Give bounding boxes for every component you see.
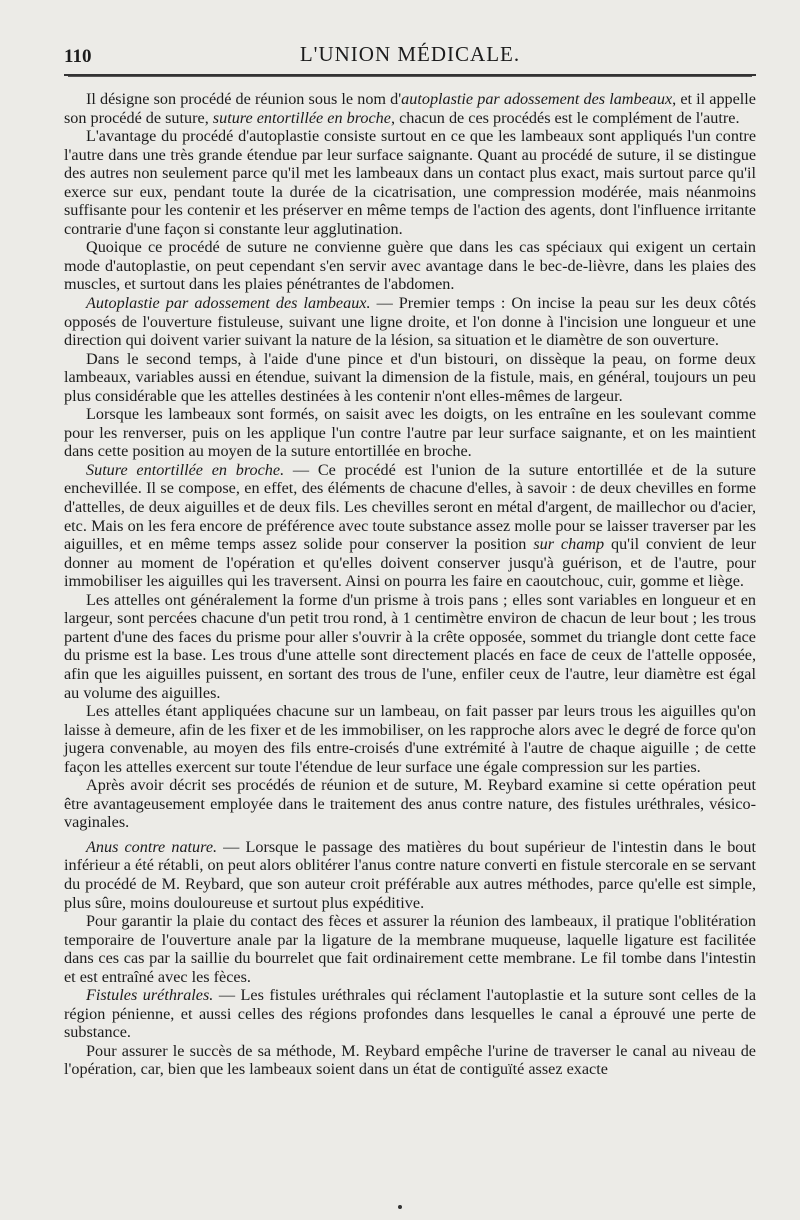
italic-term: suture entortillée en broche [212,108,391,127]
paragraph-p6 [64,405,756,461]
paragraph-p8 [64,591,756,702]
page-header [64,40,756,76]
text-segment: L'avantage du procédé d'autoplastie consiste surtout en ce que les lambeaux sont appliqués l'un contre l'autre dans une très grande étendue par leur surface saignante. Quant au procédé de suture, il se distingue des autres non seulement parce qu'il met les lambeaux dans un contact plus exact, mais surtout parce qu'il exerce sur eux, pendant toute la durée de la cicatrisation, une compression modérée, mais néanmoins suffisante pour les contenir et les préserver en même temps de l'action des agents, dont l'influence irritante contrarie d'une façon si constante leur agglutination. [64,127,756,238]
text-segment: Pour garantir la plaie du contact des fèces et assurer la réunion des lambeaux, il pratique l'oblitération temporaire de l'ouverture anale par la ligature de la membrane muqueuse, laquelle ligature est facilitée dans ces cas par la saillie du bourrelet que fait ordinairement cette membrane. Le fil tombe dans l'intestin et est entraîné avec les fèces. [64,912,756,986]
italic-term: autoplastie par adossement des lambeaux [401,90,673,108]
paragraph-p13 [64,986,756,1042]
paragraph-p5 [64,350,756,406]
paragraph-p7 [64,461,756,591]
paragraph-p2 [64,127,756,238]
paragraph-p11 [64,838,756,912]
text-segment: — Les fistules uréthrales qui réclament l'autoplastie et la suture sont celles de la région pénienne, et aussi celles des régions profondes dans lesquelles le canal a éprouvé une perte de substance. [64,986,756,1042]
body-text [64,90,756,1079]
text-segment: — Ce procédé est l'union de la suture entortillée et de la suture enchevillée. Il se compose, en effet, des éléments de chacune d'elles, à savoir : de deux chevilles en forme d'attelles, de deux aiguilles et de deux fils. Les chevilles seront en métal d'argent, de maillechor ou d'acier, etc. Mais on les fera encore de préférence avec toute substance assez molle pour se laisser traverser par les aiguilles, et en même temps assez solide pour conserver la position [64,460,756,554]
paragraph-p12 [64,912,756,986]
text-segment: Il désigne son procédé de réunion sous le nom d' [86,90,402,108]
text-segment: — Premier temps : On incise la peau sur les deux côtés opposés de l'ouverture fistuleuse, suivant une ligne droite, et l'on donne à l'incision une longueur et une direction qui doivent varier suivant la nature de la lésion, sa situation et le diamètre de son ouverture. [64,294,756,350]
text-segment: Après avoir décrit ses procédés de réunion et de suture, M. Reybard examine si cette opération peut être avantageusement employée dans le traitement des anus contre nature, des fistules uréthrales, vésico-vaginales. [64,776,756,832]
page-number: 110 [64,46,92,67]
text-segment: Dans le second temps, à l'aide d'une pince et d'un bistouri, on dissèque la peau, on forme deux lambeaux, variables aussi en étendue, suivant la dimension de la fistule, mais, en général, toujours un peu plus considérable que les attelles destinées à les contenir n'ont elles-mêmes de largeur. [64,349,756,405]
italic-term: sur champ [533,535,605,554]
paragraph-p10 [64,776,756,832]
section-heading: Autoplastie par adossement des lambeaux. [86,294,371,313]
section-heading: Anus contre nature. [86,837,218,856]
text-segment: Pour assurer le succès de sa méthode, M. Reybard empêche l'urine de traverser le canal au niveau de l'opération, car, bien que les lambeaux soient dans un état de contiguïté assez exacte [64,1041,756,1079]
footer-dot [398,1205,402,1209]
paragraph-p4 [64,294,756,350]
text-segment: Lorsque les lambeaux sont formés, on saisit avec les doigts, on les entraîne en les soulevant comme pour les renverser, puis on les applique l'un contre l'autre par leur surface saignante, et on les maintient dans cette position au moyen de la suture entortillée en broche. [64,405,756,461]
paragraph-p9 [64,702,756,776]
paragraph-p1 [64,90,756,127]
running-title: L'UNION MÉDICALE. [299,42,521,66]
text-segment: , chacun de ces procédés est le complément de l'autre. [390,108,740,127]
text-segment: , et il appelle son procédé de suture, [64,90,756,127]
paragraph-p3 [64,238,756,294]
text-segment: Les attelles ont généralement la forme d'un prisme à trois pans ; elles sont variables en longueur et en largeur, sont percées chacune d'un petit trou rond, à 1 centimètre environ de chacun de leur bout ; les trous partent d'une des faces du prisme pour aller s'ouvrir à la crête opposée, sommet du triangle dont cette face du prisme est la base. Les trous d'une attelle sont directement placés en face de ceux de l'attelle opposée, afin que les aiguilles puissent, en sortant des trous de l'une, enfiler ceux de l'autre, leur diamètre est égal au volume des aiguilles. [64,590,756,702]
text-segment: — Lorsque le passage des matières du bout supérieur de l'intestin dans le bout inférieur a été rétabli, on peut alors oblitérer l'anus contre nature converti en fistule stercorale en se servant du procédé de M. Reybard, que son auteur croit préférable aux autres méthodes, parce qu'elle est simple, plus sûre, moins douloureuse et surtout plus expéditive. [64,837,756,912]
section-heading: Fistules uréthrales. [86,986,214,1005]
text-segment: qu'il convient de leur donner au moment de l'opération et qu'elles doivent conserver jusqu'à guérison, et de l'autre, pour immobiliser les aiguilles qui les traversent. Ainsi on pourra les faire en caoutchouc, cuir, gomme et liège. [64,535,756,591]
paragraph-p14 [64,1042,756,1079]
section-heading: Suture entortillée en broche. [86,460,285,479]
text-segment: Les attelles étant appliquées chacune sur un lambeau, on fait passer par leurs trous les aiguilles qu'on laisse à demeure, afin de les fixer et de les immobiliser, on les rapproche alors avec le degré de force qu'on jugera convenable, au moyen des fils entre-croisés d'une extrémité à l'autre de chaque aiguille ; de cette façon les attelles exercent sur toute l'étendue de leur surface une égale compression sur les parties. [64,702,756,776]
text-segment: Quoique ce procédé de suture ne convienne guère que dans les cas spéciaux qui exigent un certain mode d'autoplastie, on peut cependant s'en servir avec avantage dans le bec-de-lièvre, dans les plaies des muscles, et surtout dans les plaies pénétrantes de l'abdomen. [64,238,756,294]
